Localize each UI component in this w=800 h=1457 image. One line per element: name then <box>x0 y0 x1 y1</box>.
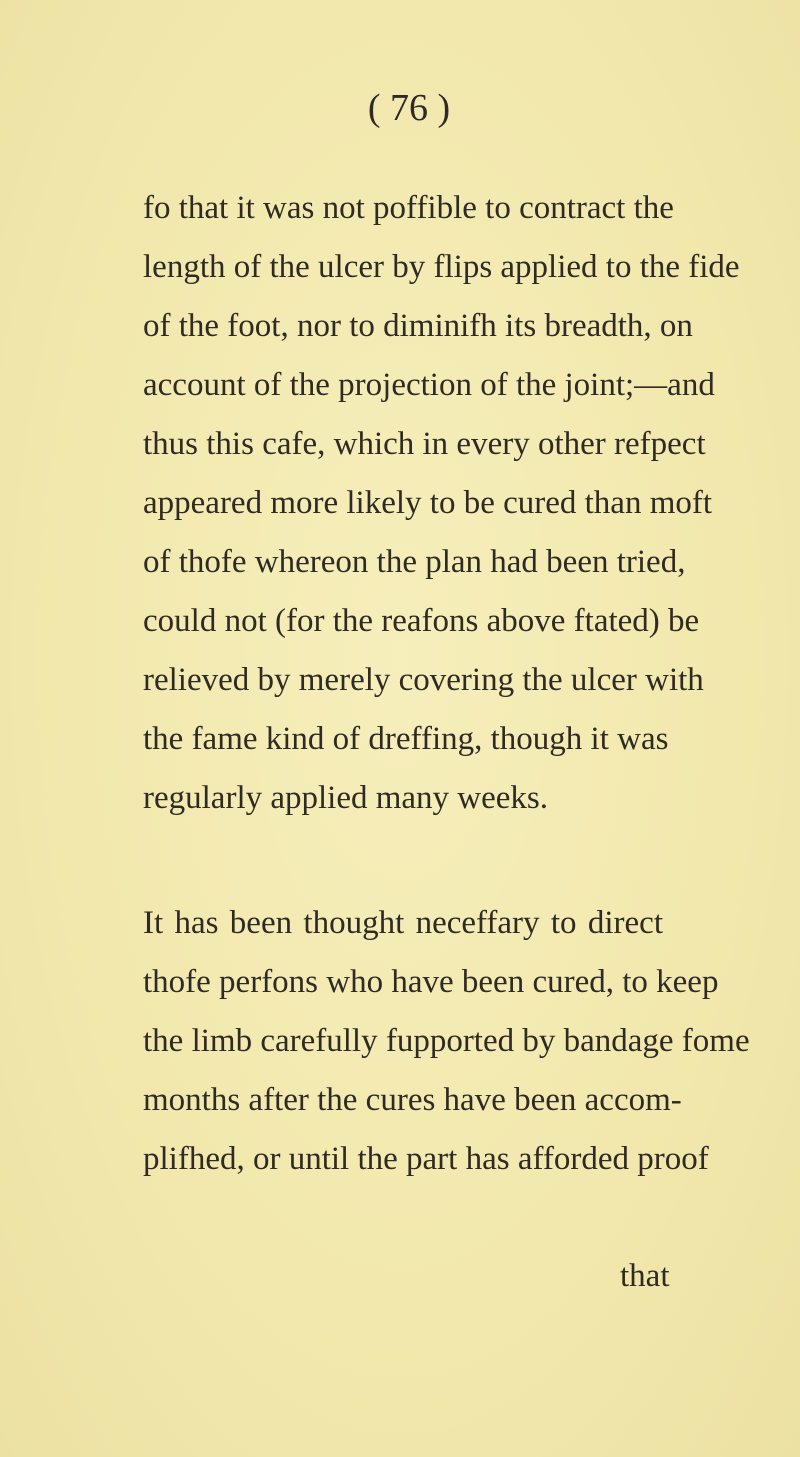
text-line: appeared more likely to be cured than moft <box>143 485 713 521</box>
text-line: of the foot, nor to diminifh its breadth, on <box>143 308 693 344</box>
catchword: that <box>620 1258 670 1294</box>
text-line: the limb carefully fupported by bandage fome <box>143 1023 750 1059</box>
text-line: fo that it was not poffible to contract the <box>143 190 674 226</box>
text-line: could not (for the reafons above ftated) be <box>143 603 700 639</box>
text-line: thofe perfons who have been cured, to keep <box>143 964 719 1000</box>
text-line: thus this cafe, which in every other refpect <box>143 426 706 462</box>
text-line: relieved by merely covering the ulcer with <box>143 662 704 698</box>
text-line: the fame kind of dreffing, though it was <box>143 721 669 757</box>
text-line: length of the ulcer by flips applied to the fide <box>143 249 740 285</box>
text-line: It has been thought neceffary to direct <box>143 905 663 941</box>
text-line: regularly applied many weeks. <box>143 780 549 816</box>
text-line: plifhed, or until the part has afforded proof <box>143 1141 709 1177</box>
text-line: account of the projection of the joint;—and <box>143 367 715 403</box>
text-line: months after the cures have been accom- <box>143 1082 682 1118</box>
page-number: ( 76 ) <box>367 87 451 129</box>
text-line: of thofe whereon the plan had been tried, <box>143 544 686 580</box>
